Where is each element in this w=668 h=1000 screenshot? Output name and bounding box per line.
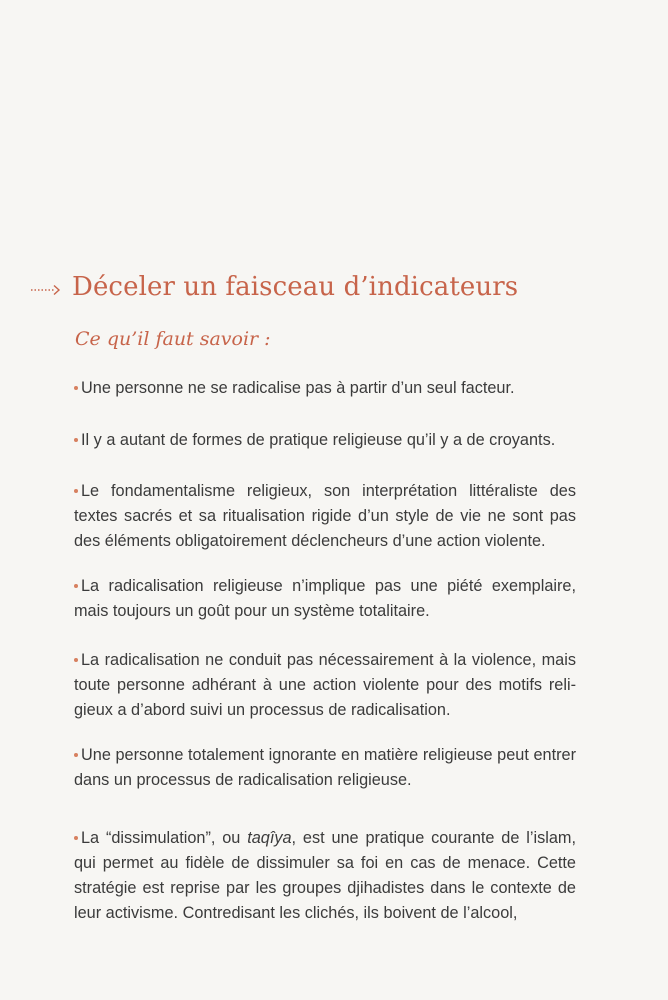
section-subtitle: Ce qu’il faut savoir : [75, 328, 271, 350]
list-item-text: Une personne totalement ignorante en matière religieuse peut entrer dans un processus de radicalisation religieuse. [74, 746, 576, 789]
list-item [74, 479, 576, 554]
list-item-text: Il y a autant de formes de pratique religieuse qu’il y a de croyants. [81, 431, 556, 449]
bullet-icon [74, 489, 78, 493]
bullet-icon [74, 836, 78, 840]
bullet-icon [74, 584, 78, 588]
bullet-icon [74, 386, 78, 390]
list-item [74, 743, 576, 793]
bullet-icon [74, 438, 78, 442]
section-title: Déceler un faisceau d’indicateurs [72, 272, 519, 302]
list-item [74, 826, 576, 926]
list-item-text-start: La “dissimulation”, ou [81, 829, 248, 847]
list-item-term: taqîya [247, 829, 292, 847]
section-heading [30, 272, 518, 302]
bullet-icon [74, 658, 78, 662]
bullet-icon [74, 753, 78, 757]
list-item [74, 376, 576, 401]
list-item-text: Le fondamentalisme religieux, son interprétation littéraliste des textes sacrés et sa ritualisation rigide d’un style de vie ne sont pas des éléments obligatoirement déclencheurs d’une action violente. [74, 482, 576, 550]
list-item [74, 428, 576, 453]
list-item-text-end: , est une pratique courante de l’islam, qui permet au fidèle de dissimuler sa foi en cas de menace. Cette stratégie est reprise par les groupes djihadistes dans le contexte de leur activisme. Contredisant les clichés, ils boivent de l’alcool, [74, 829, 576, 922]
list-item [74, 574, 576, 624]
list-item-text: La radicalisation ne conduit pas nécessairement à la violence, mais toute personne adhérant à une action violente pour des motifs reli-gieux a d’abord suivi un processus de radicalisation. [74, 651, 576, 719]
list-item-text: Une personne ne se radicalise pas à partir d’un seul facteur. [81, 379, 515, 397]
list-item-text: La radicalisation religieuse n’implique pas une piété exemplaire, mais toujours un goût pour un système totalitaire. [74, 577, 576, 620]
list-item [74, 648, 576, 723]
dotted-arrow-icon [30, 283, 62, 297]
